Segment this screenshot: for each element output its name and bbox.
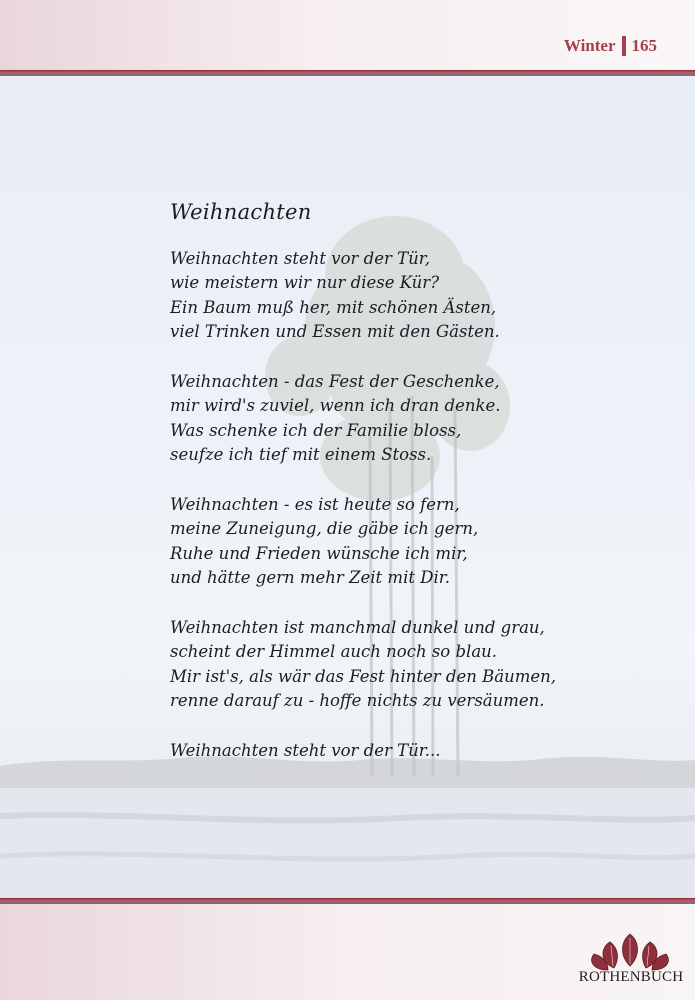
poem-line: Ein Baum muß her, mit schönen Ästen, bbox=[170, 297, 497, 317]
page-number: 165 bbox=[631, 36, 657, 55]
stanza bbox=[170, 493, 630, 591]
poem-line: Weihnachten steht vor der Tür, bbox=[170, 248, 431, 268]
poem-line: seufze ich tief mit einem Stoss. bbox=[170, 445, 432, 464]
running-head bbox=[564, 36, 657, 56]
poem bbox=[170, 200, 630, 788]
logo-wordmark: ROTHENBUCH bbox=[578, 969, 684, 985]
poem-line: Weihnachten - es ist heute so fern, bbox=[170, 494, 460, 514]
poem-line: Weihnachten ist manchmal dunkel und grau, bbox=[170, 617, 545, 637]
poem-line: und hätte gern mehr Zeit mit Dir. bbox=[170, 568, 451, 587]
poem-line: Ruhe und Frieden wünsche ich mir, bbox=[170, 543, 468, 563]
stanza bbox=[170, 370, 630, 468]
section-label: Winter bbox=[563, 36, 616, 55]
poem-line: Was schenke ich der Familie bloss, bbox=[170, 420, 462, 440]
header-band bbox=[0, 0, 695, 70]
poem-line: mir wird's zuviel, wenn ich dran denke. bbox=[170, 396, 501, 415]
stanza bbox=[170, 739, 630, 764]
poem-line: wie meistern wir nur diese Kür? bbox=[170, 273, 440, 292]
poem-line: scheint der Himmel auch noch so blau. bbox=[170, 642, 498, 661]
stanza bbox=[170, 247, 630, 345]
poem-line: meine Zuneigung, die gäbe ich gern, bbox=[170, 519, 479, 538]
poem-line: viel Trinken und Essen mit den Gästen. bbox=[170, 322, 500, 341]
running-head-separator bbox=[622, 36, 626, 56]
stanza bbox=[170, 616, 630, 714]
poem-line: Mir ist's, als wär das Fest hinter den Bäumen, bbox=[170, 666, 556, 686]
poem-line: Weihnachten - das Fest der Geschenke, bbox=[170, 371, 500, 391]
poem-line: renne darauf zu - hoffe nichts zu versäumen. bbox=[170, 691, 545, 710]
poem-line: Weihnachten steht vor der Tür... bbox=[170, 740, 441, 760]
poem-title: Weihnachten bbox=[170, 200, 312, 224]
